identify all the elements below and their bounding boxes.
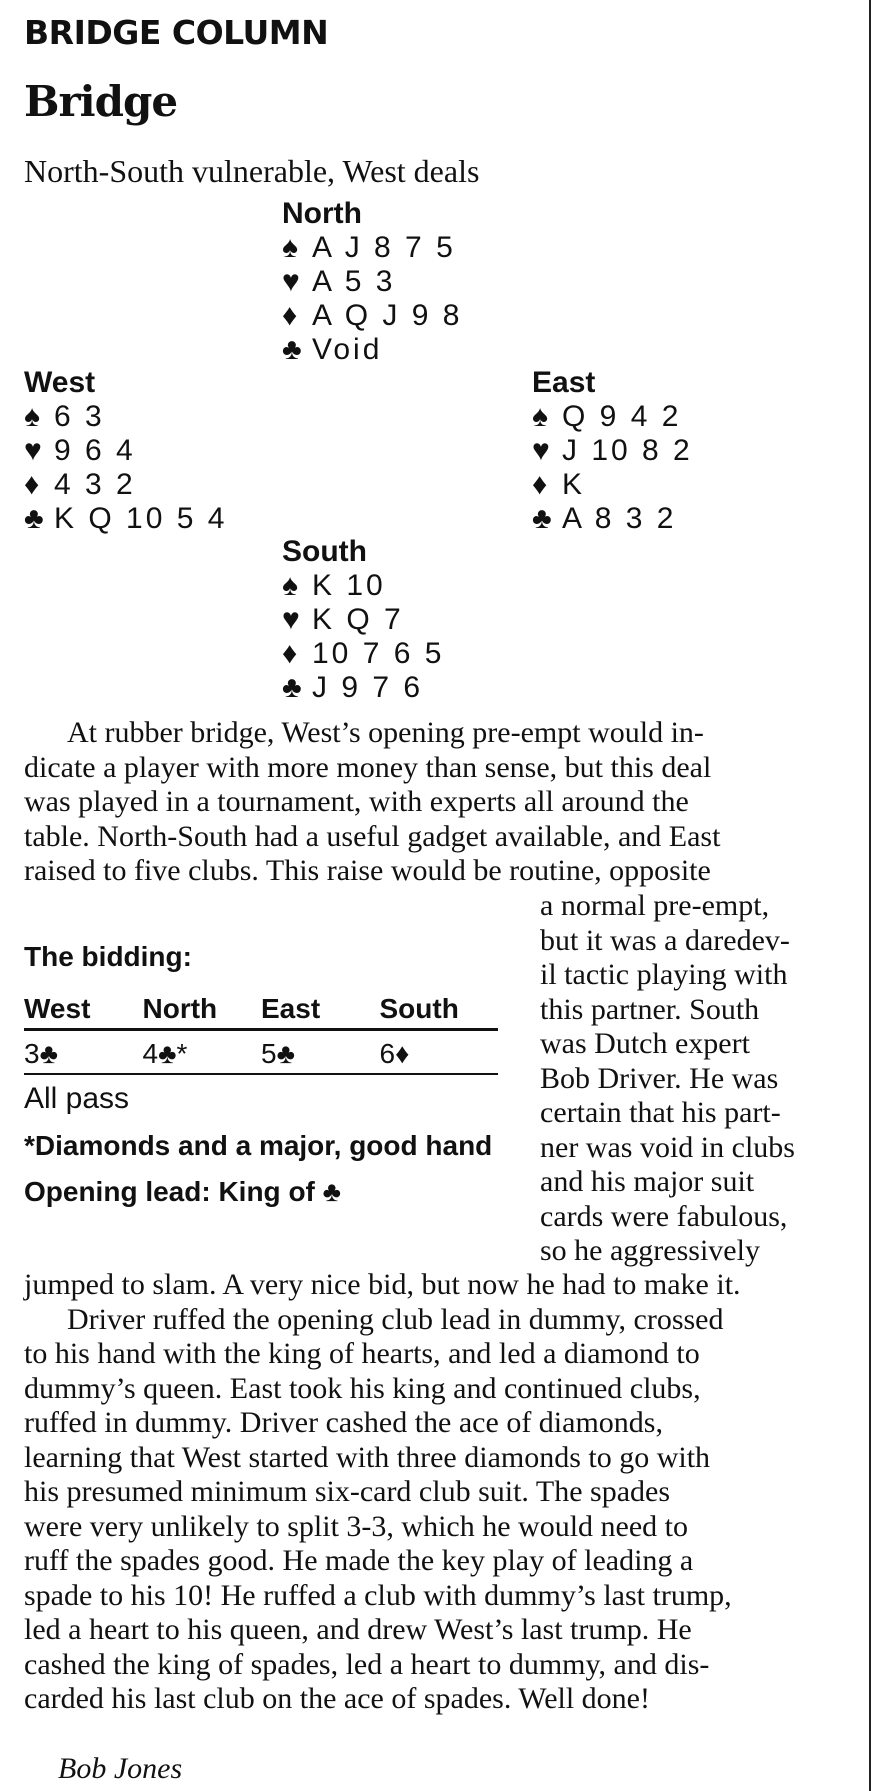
article-line: cashed the king of spades, led a heart to dummy, and dis- bbox=[24, 1647, 710, 1681]
spade-icon: ♠ bbox=[282, 569, 298, 602]
bid-east: 5♣ bbox=[261, 1038, 295, 1069]
heart-icon: ♥ bbox=[282, 265, 300, 298]
bid-north: 4♣* bbox=[142, 1038, 188, 1069]
article-line: ruffed in dummy. Driver cashed the ace of diamonds, bbox=[24, 1406, 663, 1439]
bidding-row bbox=[24, 1031, 498, 1075]
hearts-row bbox=[24, 434, 227, 468]
bidding-title: The bidding: bbox=[24, 941, 192, 972]
section-kicker: BRIDGE COLUMN bbox=[24, 13, 329, 52]
deal-info: North-South vulnerable, West deals bbox=[24, 153, 480, 189]
diamonds-holding: A Q J 9 8 bbox=[312, 299, 463, 332]
article-body-top bbox=[24, 716, 814, 889]
article-line: cards were fabulous, bbox=[540, 1199, 788, 1233]
article-body-right bbox=[540, 889, 840, 1269]
diamonds-row bbox=[282, 637, 444, 671]
bid-header-south: South bbox=[379, 993, 459, 1024]
bid-header-east: East bbox=[261, 993, 321, 1024]
spade-icon: ♠ bbox=[282, 231, 298, 264]
clubs-holding: Void bbox=[312, 333, 383, 366]
bidding-note: *Diamonds and a major, good hand bbox=[24, 1130, 493, 1161]
heart-icon: ♥ bbox=[24, 434, 42, 467]
clubs-holding: A 8 3 2 bbox=[562, 502, 677, 535]
hearts-holding: J 10 8 2 bbox=[562, 434, 693, 467]
clubs-row bbox=[282, 671, 444, 705]
hand-name: West bbox=[24, 366, 96, 399]
hearts-holding: 9 6 4 bbox=[54, 434, 136, 467]
diamond-icon: ♦ bbox=[532, 468, 548, 501]
article-line: was played in a tournament, with experts all around the bbox=[24, 785, 689, 818]
diamonds-row bbox=[532, 468, 693, 502]
article-line: carded his last club on the ace of spades. Well done! bbox=[24, 1682, 650, 1715]
article-line: learning that West started with three diamonds to go with bbox=[24, 1440, 711, 1474]
article-line: jumped to slam. A very nice bid, but now he had to make it. bbox=[24, 1268, 741, 1301]
hand-east bbox=[532, 366, 693, 536]
article-line: Driver ruffed the opening club lead in dummy, crossed bbox=[67, 1302, 724, 1336]
diamond-icon: ♦ bbox=[282, 637, 298, 670]
article-line: this partner. South bbox=[540, 992, 760, 1026]
hearts-row bbox=[282, 603, 444, 637]
article-line: led a heart to his queen, and drew West’s last trump. He bbox=[24, 1613, 692, 1646]
spades-row bbox=[282, 569, 444, 603]
diamonds-holding: 10 7 6 5 bbox=[312, 637, 445, 670]
all-pass: All pass bbox=[24, 1082, 130, 1115]
article-line: raised to five clubs. This raise would be routine, opposite bbox=[24, 854, 711, 887]
spades-row bbox=[532, 400, 693, 434]
clubs-row bbox=[24, 502, 227, 536]
article-line: certain that his part- bbox=[540, 1096, 781, 1129]
article-line: dummy’s queen. East took his king and continued clubs, bbox=[24, 1371, 701, 1405]
spades-holding: 6 3 bbox=[54, 400, 105, 433]
spades-holding: Q 9 4 2 bbox=[562, 400, 682, 433]
bidding-header-row bbox=[24, 992, 498, 1031]
club-icon: ♣ bbox=[282, 333, 302, 366]
bid-south: 6♦ bbox=[379, 1038, 410, 1069]
hand-name: East bbox=[532, 366, 596, 399]
spade-icon: ♠ bbox=[532, 400, 548, 433]
opening-lead: Opening lead: King of ♣ bbox=[24, 1176, 342, 1207]
bid-header-west: West bbox=[24, 993, 91, 1024]
hand-name: South bbox=[282, 535, 367, 568]
hearts-holding: A 5 3 bbox=[312, 265, 396, 298]
heart-icon: ♥ bbox=[532, 434, 550, 467]
spades-row bbox=[24, 400, 227, 434]
article-body-bottom bbox=[24, 1268, 834, 1717]
spades-holding: K 10 bbox=[312, 569, 386, 602]
hearts-holding: K Q 7 bbox=[312, 603, 404, 636]
club-icon: ♣ bbox=[532, 502, 552, 535]
article-line: spade to his 10! He ruffed a club with dummy’s last trump, bbox=[24, 1578, 732, 1612]
hand-south bbox=[282, 535, 444, 705]
byline: Bob Jones bbox=[58, 1752, 183, 1785]
clubs-holding: J 9 7 6 bbox=[312, 671, 424, 704]
article-line: and his major suit bbox=[540, 1165, 755, 1198]
article-line: dicate a player with more money than sense, but this deal bbox=[24, 750, 712, 784]
bid-header-north: North bbox=[142, 993, 218, 1024]
clubs-holding: K Q 10 5 4 bbox=[54, 502, 228, 535]
diamonds-holding: K bbox=[562, 468, 586, 501]
article-line: so he aggressively bbox=[540, 1234, 760, 1267]
diamond-icon: ♦ bbox=[24, 468, 40, 501]
article-line: to his hand with the king of hearts, and led a diamond to bbox=[24, 1337, 700, 1370]
spades-row bbox=[282, 231, 462, 265]
article-line: ruff the spades good. He made the key play of leading a bbox=[24, 1544, 694, 1577]
hearts-row bbox=[532, 434, 693, 468]
clubs-row bbox=[282, 333, 462, 367]
hearts-row bbox=[282, 265, 462, 299]
article-line: ner was void in clubs bbox=[540, 1130, 795, 1164]
heart-icon: ♥ bbox=[282, 603, 300, 636]
hand-west bbox=[24, 366, 227, 536]
diamonds-row bbox=[24, 468, 227, 502]
article-line: but it was a daredev- bbox=[540, 923, 790, 957]
club-icon: ♣ bbox=[24, 502, 44, 535]
spades-holding: A J 8 7 5 bbox=[312, 231, 456, 264]
diamond-icon: ♦ bbox=[282, 299, 298, 332]
spade-icon: ♠ bbox=[24, 400, 40, 433]
article-line: Bob Driver. He was bbox=[540, 1061, 779, 1095]
article-line: a normal pre-empt, bbox=[540, 889, 770, 922]
article-line: his presumed minimum six-card club suit. The spades bbox=[24, 1475, 671, 1508]
clubs-row bbox=[532, 502, 693, 536]
article-line: il tactic playing with bbox=[540, 958, 788, 991]
diamonds-row bbox=[282, 299, 462, 333]
diamonds-holding: 4 3 2 bbox=[54, 468, 136, 501]
hand-north bbox=[282, 197, 462, 367]
bidding-box bbox=[24, 940, 498, 1209]
article-line: were very unlikely to split 3-3, which he would need to bbox=[24, 1509, 689, 1543]
article-line: table. North-South had a useful gadget available, and East bbox=[24, 819, 721, 853]
headline: Bridge bbox=[24, 77, 178, 126]
article-line: was Dutch expert bbox=[540, 1027, 750, 1060]
bid-west: 3♣ bbox=[24, 1038, 58, 1069]
club-icon: ♣ bbox=[282, 671, 302, 704]
article-line: At rubber bridge, West’s opening pre-empt would in- bbox=[67, 716, 704, 749]
column-rule bbox=[869, 0, 871, 1791]
hand-name: North bbox=[282, 197, 362, 230]
